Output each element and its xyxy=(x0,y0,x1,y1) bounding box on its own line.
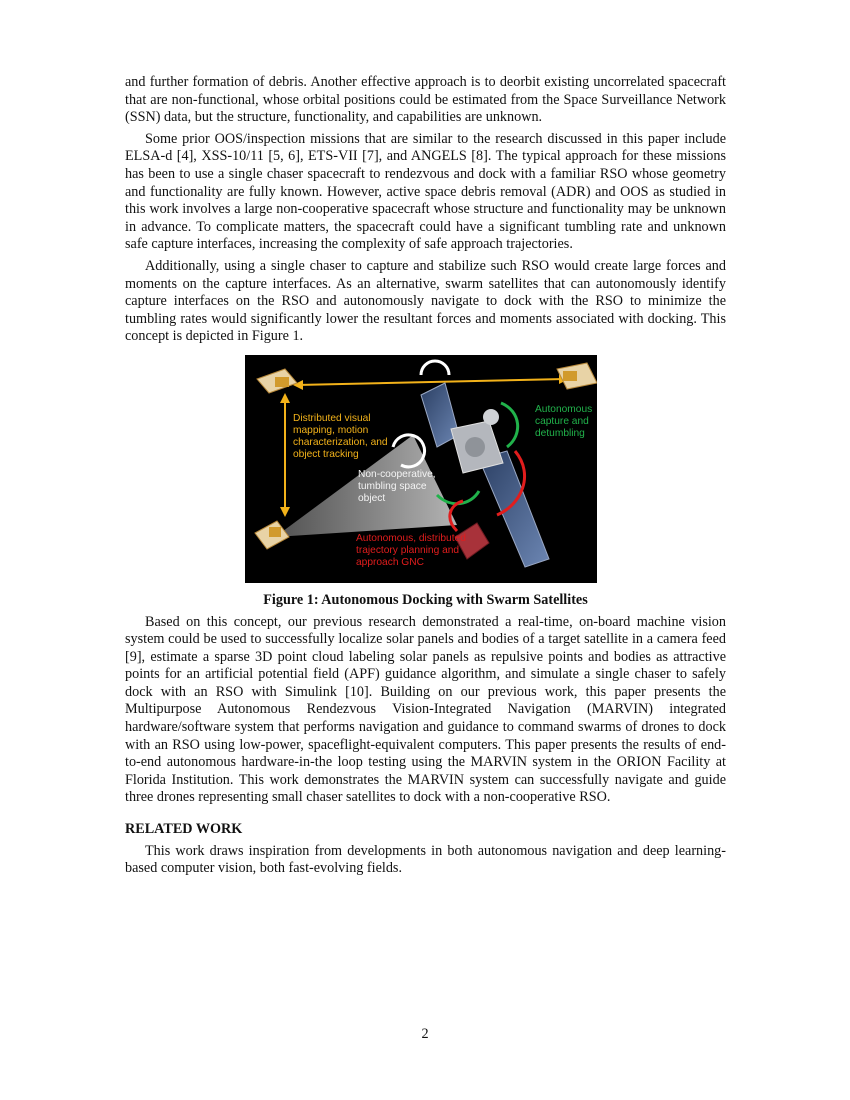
figure-1-image xyxy=(245,355,597,583)
figure-caption: Figure 1: Autonomous Docking with Swarm Satellites xyxy=(263,591,588,608)
page-body xyxy=(125,74,726,878)
figure-label-trajectory-planning: Autonomous, distributed trajectory planning and approach GNC xyxy=(356,532,466,568)
figure-label-visual-mapping: Distributed visual mapping, motion characterization, and object tracking xyxy=(293,412,388,460)
paragraph-1: and further formation of debris. Another effective approach is to deorbit existing uncorrelated spacecraft that are non-functional, whose orbital positions could be estimated from the Space Surveillance Network (SSN) data, but the structure, functionality, and capabilities are unknown. xyxy=(125,74,726,126)
target-spacecraft-body xyxy=(451,409,503,473)
figure-label-capture-detumbling: Autonomous capture and detumbling xyxy=(535,403,593,439)
link-top xyxy=(297,379,565,385)
green-arrow-right xyxy=(501,403,518,447)
section-heading: RELATED WORK xyxy=(125,821,243,838)
paragraph-2: Some prior OOS/inspection missions that are similar to the research discussed in this paper include ELSA-d [4], XSS-10/11 [5, 6], ETS-VII [7], and ANGELS [8]. The typical approach for these missions has been to use a single chaser spacecraft to rendezvous and dock with a familiar RSO whose geometry and functionality are fully known. However, active space debris removal (ADR) and OOS as studied in this work involves a large non-cooperative spacecraft whose structure and functionality may be unknown in advance. To complicate matters, the spacecraft could have a significant tumbling rate and unknown safe capture interfaces, increasing the complexity of safe approach trajectories. xyxy=(125,130,726,253)
chaser-satellite-top-left xyxy=(257,369,297,393)
chaser-satellite-bottom-left xyxy=(255,521,289,549)
paragraph-5: This work draws inspiration from developments in both autonomous navigation and deep learning-based computer vision, both fast-evolving fields. xyxy=(125,842,726,877)
paragraph-4: Based on this concept, our previous research demonstrated a real-time, on-board machine vision system could be used to successfully localize solar panels and bodies of a target satellite in a camera feed [9], estimate a sparse 3D point cloud labeling solar panels as repulsive points and bodies as attractive points for an artificial potential field (APF) guidance algorithm, and simulate a single chaser to safely dock with an RSO with Simulink [10]. Building on our previous work, this paper presents the Multipurpose Autonomous Rendezvous Vision-Integrated Navigation (MARVIN) integrated hardware/software system that performs navigation and guidance to command swarms of drones to dock with an RSO using low-power, spaceflight-equivalent computers. This paper presents the results of end-to-end autonomous hardware-in-the loop testing using the MARVIN system in the ORION Facility at Florida Institution. This work demonstrates the MARVIN system can successfully navigate and guide three drones representing small chaser satellites to dock with a non-cooperative RSO. xyxy=(125,613,726,806)
rotation-arrow-top xyxy=(421,361,449,375)
paragraph-3: Additionally, using a single chaser to capture and stabilize such RSO would create large forces and moments on the capture interfaces. As an alternative, swarm satellites that can autonomously identify capture interfaces on the RSO and autonomously navigate to dock with the RSO to minimize the tumbling rates would significantly lower the resultant forces and moments associated with docking. This concept is depicted in Figure 1. xyxy=(125,257,726,345)
page-number: 2 xyxy=(421,1026,429,1042)
solar-panel-lower xyxy=(479,451,549,567)
figure-label-target-object: Non-cooperative, tumbling space object xyxy=(358,468,436,504)
chaser-satellite-top-right xyxy=(557,363,597,389)
